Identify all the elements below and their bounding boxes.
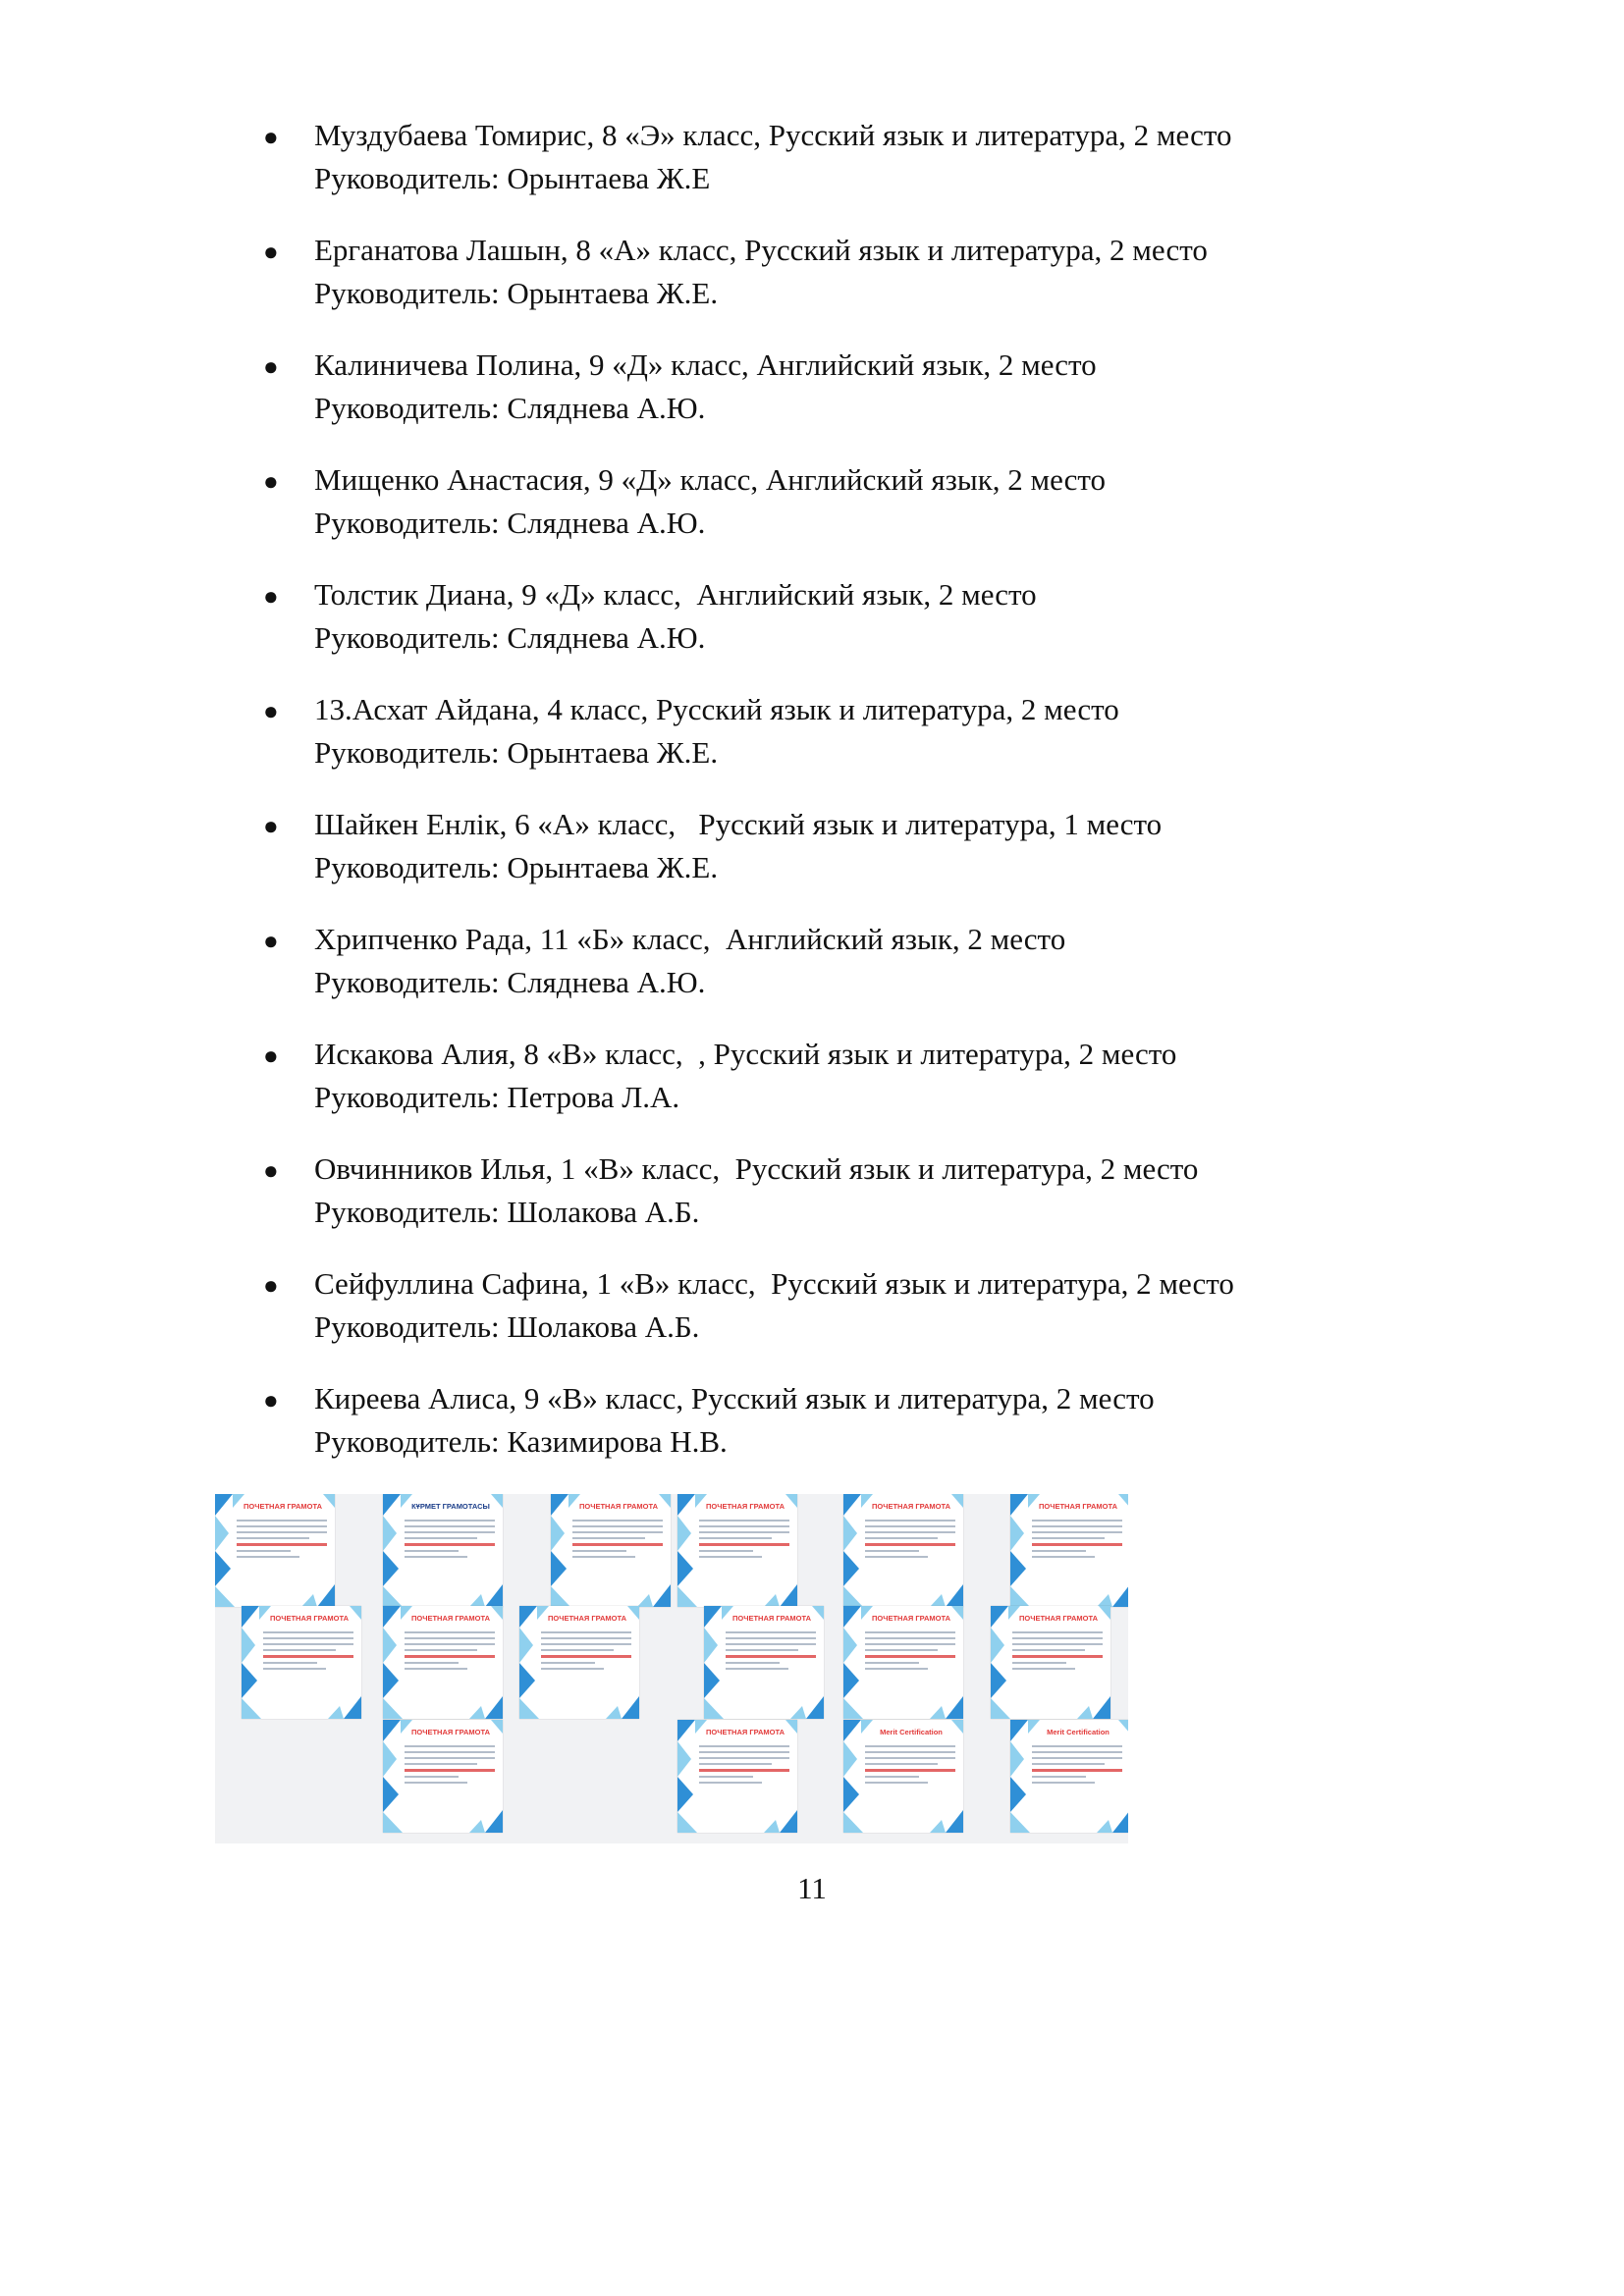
student-line: Сейфуллина Сафина, 1 «В» класс, Русский язык и литература, 2 место	[314, 1266, 1234, 1301]
supervisor-line: Руководитель: Шолакова А.Б.	[314, 1195, 700, 1229]
entry-text	[314, 458, 1106, 545]
certificate-thumbnail	[242, 1606, 361, 1719]
supervisor-line: Руководитель: Орынтаева Ж.Е.	[314, 850, 719, 884]
student-line: 13.Асхат Айдана, 4 класс, Русский язык и литература, 2 место	[314, 692, 1119, 726]
certificate-thumbnail	[843, 1494, 963, 1607]
supervisor-line: Руководитель: Орынтаева Ж.Е.	[314, 276, 719, 310]
student-line: Ерганатова Лашын, 8 «А» класс, Русский язык и литература, 2 место	[314, 233, 1208, 267]
certificate-thumbnail	[991, 1606, 1110, 1719]
bullet-icon: ●	[263, 1156, 279, 1185]
entry-text	[314, 688, 1119, 774]
bullet-icon: ●	[263, 352, 279, 381]
certificate-thumbnail	[519, 1606, 639, 1719]
certificate-title: ПОЧЕТНАЯ ГРАМОТА	[1038, 1502, 1117, 1511]
bullet-icon: ●	[263, 467, 279, 496]
certificate-body	[726, 1631, 816, 1700]
certificate-thumbnail	[704, 1606, 824, 1719]
certificate-title: ПОЧЕТНАЯ ГРАМОТА	[871, 1502, 950, 1511]
certificate-body	[865, 1745, 955, 1814]
certificate-title: ПОЧЕТНАЯ ГРАМОТА	[871, 1614, 950, 1623]
bullet-icon: ●	[263, 1271, 279, 1300]
certificate-title: ПОЧЕТНАЯ ГРАМОТА	[705, 1502, 785, 1511]
bullet-icon: ●	[263, 697, 279, 725]
certificate-body	[405, 1631, 495, 1700]
certificate-title: ПОЧЕТНАЯ ГРАМОТА	[731, 1614, 811, 1623]
certificate-title: Merit Certification	[1047, 1728, 1110, 1736]
certificate-title: ПОЧЕТНАЯ ГРАМОТА	[410, 1614, 490, 1623]
certificate-title: Merit Certification	[880, 1728, 943, 1736]
entry-text	[314, 1033, 1176, 1119]
student-line: Овчинников Илья, 1 «В» класс, Русский язык и литература, 2 место	[314, 1151, 1199, 1186]
supervisor-line: Руководитель: Казимирова Н.В.	[314, 1424, 728, 1459]
student-line: Искакова Алия, 8 «В» класс, , Русский язык и литература, 2 место	[314, 1037, 1177, 1071]
certificate-thumbnail	[843, 1606, 963, 1719]
certificate-title: ПОЧЕТНАЯ ГРАМОТА	[269, 1614, 349, 1623]
certificate-thumbnail	[383, 1720, 503, 1833]
student-line: Мищенко Анастасия, 9 «Д» класс, Английский язык, 2 место	[314, 462, 1107, 497]
certificate-thumbnail	[677, 1720, 797, 1833]
certificate-body	[1032, 1520, 1122, 1588]
certificate-thumbnail	[843, 1720, 963, 1833]
certificate-body	[699, 1520, 789, 1588]
certificate-thumbnail	[215, 1494, 335, 1607]
entry-text	[314, 344, 1097, 430]
supervisor-line: Руководитель: Сляднева А.Ю.	[314, 620, 706, 655]
certificate-body	[1012, 1631, 1103, 1700]
entry-text	[314, 1262, 1234, 1349]
student-line: Хрипченко Рада, 11 «Б» класс, Английский язык, 2 место	[314, 922, 1066, 956]
certificate-body	[405, 1520, 495, 1588]
certificate-thumbnail	[1010, 1720, 1128, 1833]
certificate-title: ПОЧЕТНАЯ ГРАМОТА	[547, 1614, 626, 1623]
bullet-icon: ●	[263, 123, 279, 151]
supervisor-line: Руководитель: Петрова Л.А.	[314, 1080, 680, 1114]
entry-text	[314, 1377, 1155, 1464]
supervisor-line: Руководитель: Орынтаева Ж.Е	[314, 161, 711, 195]
bullet-icon: ●	[263, 1386, 279, 1415]
student-line: Киреева Алиса, 9 «В» класс, Русский язык и литература, 2 место	[314, 1381, 1155, 1415]
student-line: Шайкен Енлік, 6 «А» класс, Русский язык и литература, 1 место	[314, 807, 1163, 841]
certificate-thumbnail	[677, 1494, 797, 1607]
certificate-body	[572, 1520, 663, 1588]
certificate-thumbnail	[383, 1494, 503, 1607]
page-number: 11	[797, 1871, 827, 1905]
student-line: Толстик Диана, 9 «Д» класс, Английский язык, 2 место	[314, 577, 1037, 612]
certificate-thumbnail	[1010, 1494, 1128, 1607]
certificate-thumbnail	[551, 1494, 671, 1607]
certificates-collage	[215, 1494, 1128, 1843]
student-line: Калиничева Полина, 9 «Д» класс, Английский язык, 2 место	[314, 347, 1097, 382]
certificate-title: КҰРМЕТ ГРАМОТАСЫ	[411, 1502, 490, 1511]
certificate-body	[865, 1631, 955, 1700]
entry-text	[314, 803, 1162, 889]
entry-text	[314, 918, 1065, 1004]
entry-text	[314, 114, 1231, 200]
supervisor-line: Руководитель: Сляднева А.Ю.	[314, 965, 706, 999]
certificate-title: ПОЧЕТНАЯ ГРАМОТА	[1018, 1614, 1098, 1623]
certificate-title: ПОЧЕТНАЯ ГРАМОТА	[410, 1728, 490, 1736]
bullet-icon: ●	[263, 582, 279, 611]
certificate-title: ПОЧЕТНАЯ ГРАМОТА	[705, 1728, 785, 1736]
certificate-body	[865, 1520, 955, 1588]
certificate-body	[405, 1745, 495, 1814]
supervisor-line: Руководитель: Сляднева А.Ю.	[314, 506, 706, 540]
entry-text	[314, 1148, 1198, 1234]
certificate-thumbnail	[383, 1606, 503, 1719]
certificate-body	[1032, 1745, 1122, 1814]
bullet-icon: ●	[263, 238, 279, 266]
bullet-icon: ●	[263, 1041, 279, 1070]
supervisor-line: Руководитель: Орынтаева Ж.Е.	[314, 735, 719, 770]
certificate-body	[541, 1631, 631, 1700]
certificate-title: ПОЧЕТНАЯ ГРАМОТА	[243, 1502, 322, 1511]
bullet-icon: ●	[263, 812, 279, 840]
supervisor-line: Руководитель: Сляднева А.Ю.	[314, 391, 706, 425]
certificate-title: ПОЧЕТНАЯ ГРАМОТА	[578, 1502, 658, 1511]
supervisor-line: Руководитель: Шолакова А.Б.	[314, 1309, 700, 1344]
certificate-body	[699, 1745, 789, 1814]
bullet-icon: ●	[263, 927, 279, 955]
entry-text	[314, 229, 1208, 315]
entry-text	[314, 573, 1037, 660]
student-line: Муздубаева Томирис, 8 «Э» класс, Русский язык и литература, 2 место	[314, 118, 1232, 152]
certificate-body	[263, 1631, 353, 1700]
certificate-body	[237, 1520, 327, 1588]
